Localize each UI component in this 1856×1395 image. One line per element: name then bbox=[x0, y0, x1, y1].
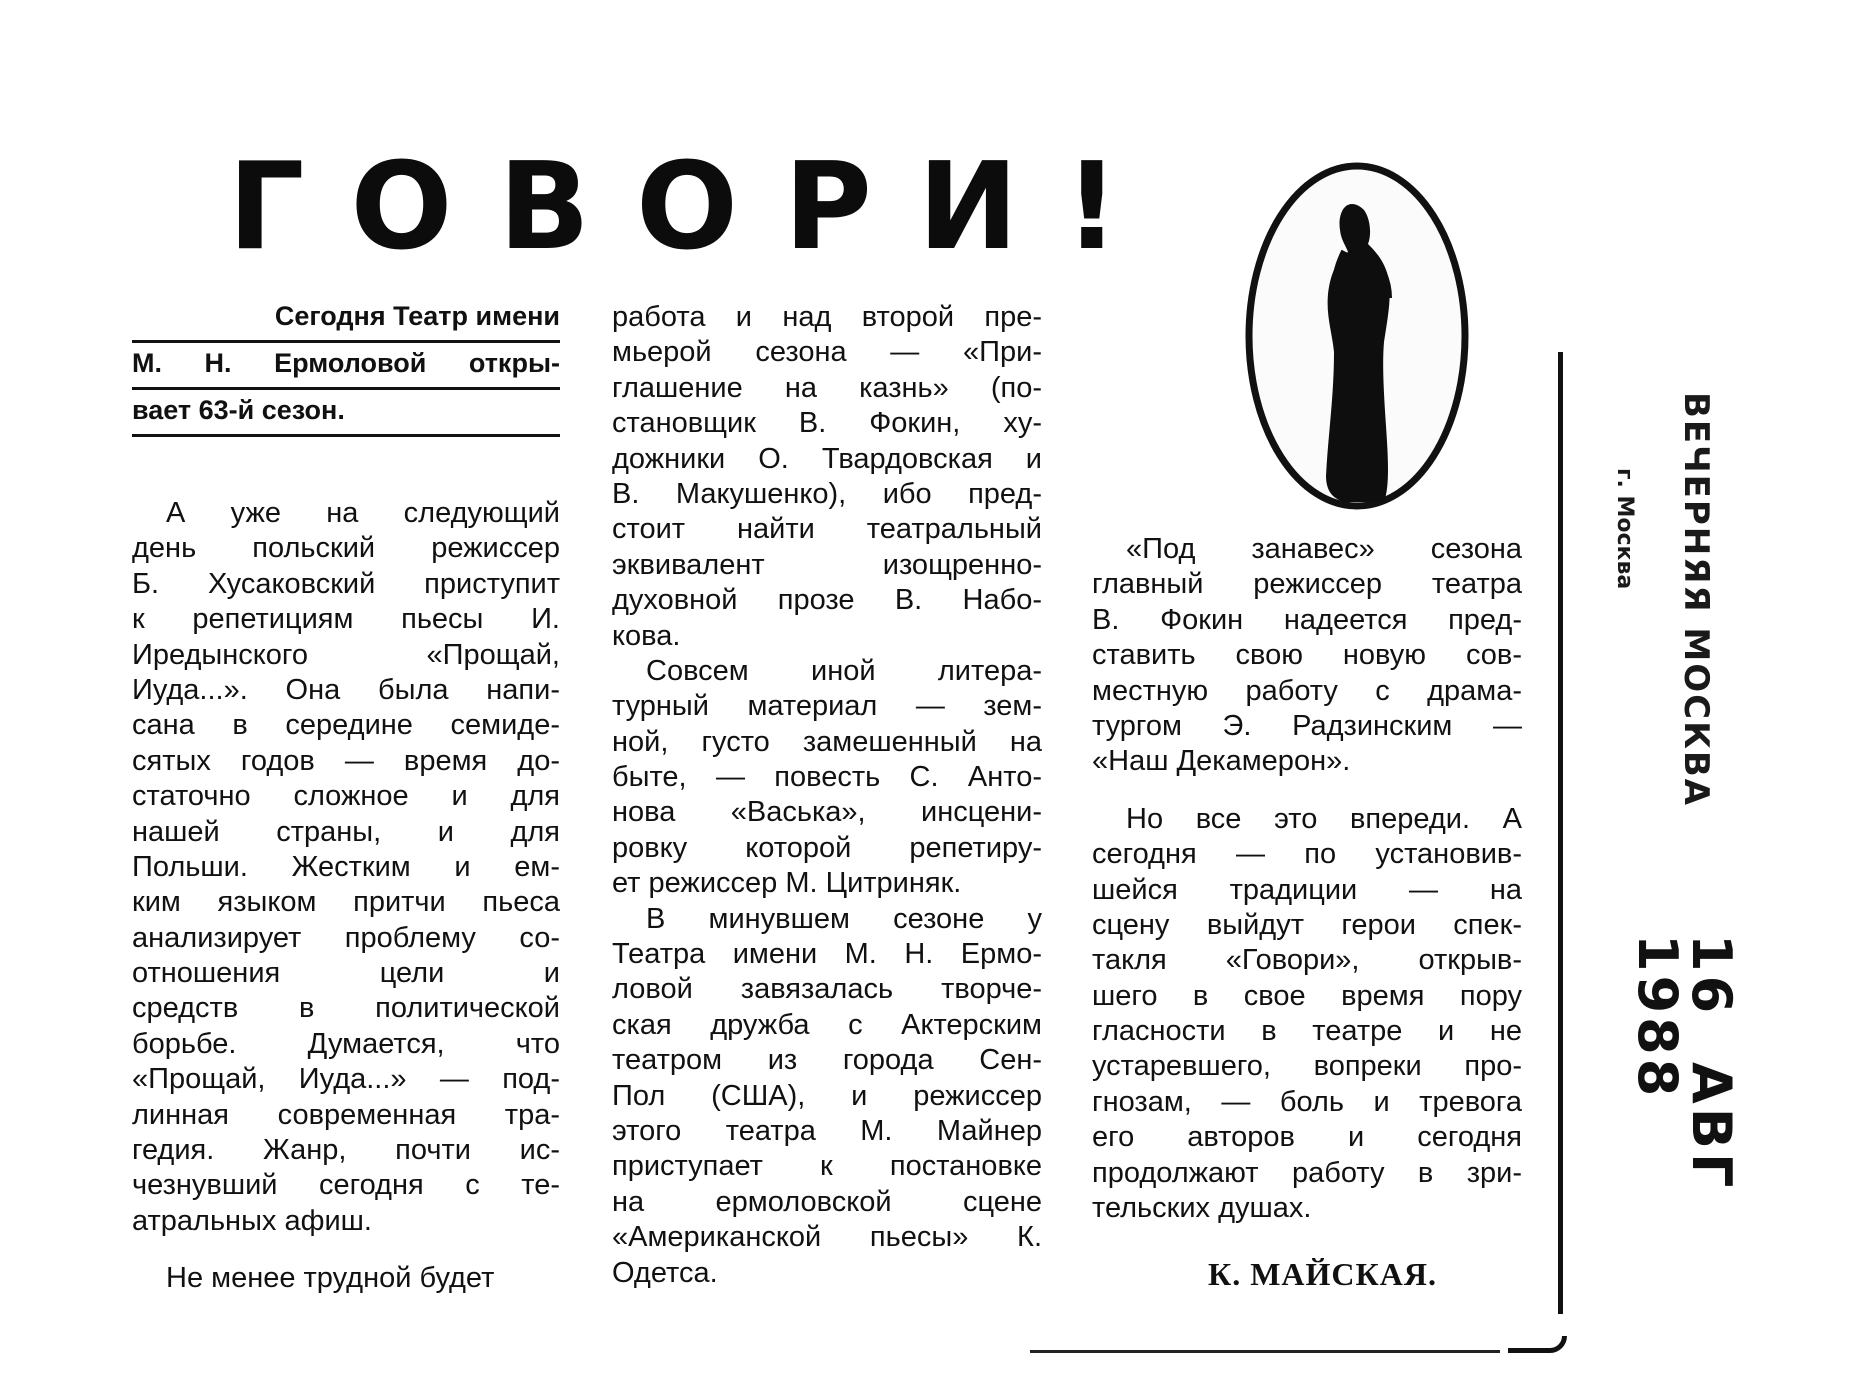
lead-line: Сегодня Театр имени bbox=[132, 296, 560, 343]
text-line: анализирует проблему со- bbox=[132, 921, 560, 954]
text-line: сегодня — по установив- bbox=[1092, 838, 1522, 871]
text-line: этого театра М. Майнер bbox=[612, 1114, 1042, 1147]
text-line: приступает к постановке bbox=[612, 1150, 1042, 1183]
text-line: тельских душах. bbox=[1092, 1192, 1312, 1225]
text-line: работа и над второй пре- bbox=[612, 301, 1042, 333]
text-line: нова «Васька», инсцени- bbox=[612, 796, 1042, 829]
text-line: ловой завязалась творче- bbox=[612, 973, 1042, 1006]
text-line: становщик В. Фокин, ху- bbox=[612, 407, 1042, 440]
text-line: «Под занавес» сезона bbox=[1126, 533, 1522, 565]
author-signature: К. МАЙСКАЯ. bbox=[1208, 1256, 1437, 1292]
text-line: борьбе. Думается, что bbox=[132, 1027, 560, 1060]
text-line: день польский режиссер bbox=[132, 532, 560, 565]
text-line: гедия. Жанр, почти ис- bbox=[132, 1134, 560, 1167]
text-line: статочно сложное и для bbox=[132, 780, 560, 813]
clipping-border-right bbox=[1558, 352, 1563, 1314]
text-line: Иуда...». Она была напи- bbox=[132, 673, 560, 706]
text-line: театром из города Сен- bbox=[612, 1044, 1042, 1077]
text-line: такля «Говори», открыв- bbox=[1092, 944, 1522, 977]
text-line: кова. bbox=[612, 619, 681, 652]
text-line: турный материал — зем- bbox=[612, 690, 1042, 723]
text-line: «Прощай, Иуда...» — под- bbox=[132, 1063, 560, 1096]
article-column-3 bbox=[1092, 532, 1522, 1226]
text-line: отношения цели и bbox=[132, 957, 560, 990]
clipping-border-bottom bbox=[1030, 1350, 1500, 1353]
stamp-month: АВГ bbox=[1680, 1061, 1743, 1192]
article-column-2 bbox=[612, 300, 1042, 1291]
text-line: «Наш Декамерон». bbox=[1092, 745, 1351, 778]
text-line: ставить свою новую сов- bbox=[1092, 639, 1522, 672]
text-line: устаревшего, вопреки про- bbox=[1092, 1050, 1522, 1083]
article-headline: ГОВОРИ! bbox=[228, 138, 1166, 277]
text-line: глашение на казнь» (по- bbox=[612, 371, 1042, 404]
text-line: «Американской пьесы» К. bbox=[612, 1221, 1042, 1254]
text-line: атральных афиш. bbox=[132, 1204, 372, 1237]
text-line: к репетициям пьесы И. bbox=[132, 603, 560, 636]
text-line: Польши. Жестким и ем- bbox=[132, 850, 560, 883]
text-line: тургом Э. Радзинским — bbox=[1092, 709, 1522, 742]
stamp-year: 1988 bbox=[1626, 934, 1689, 1101]
text-line: А уже на следующий bbox=[166, 497, 560, 529]
article-column-1 bbox=[132, 496, 560, 1297]
text-line: ким языком притчи пьеса bbox=[132, 886, 560, 919]
clipping-border-corner bbox=[1508, 1336, 1567, 1353]
text-line: ровку которой репетиру- bbox=[612, 831, 1042, 864]
text-line: сцену выйдут герои спек- bbox=[1092, 908, 1522, 941]
lead-line: вает 63-й сезон. bbox=[132, 390, 560, 437]
text-line: ет режиссер М. Цитриняк. bbox=[612, 867, 962, 900]
text-line: средств в политической bbox=[132, 992, 560, 1025]
text-line: В. Фокин надеется пред- bbox=[1092, 603, 1522, 636]
text-line: главный режиссер театра bbox=[1092, 568, 1522, 601]
text-line: гнозам, — боль и тревога bbox=[1092, 1085, 1522, 1118]
text-line: В минувшем сезоне у bbox=[646, 902, 1042, 935]
text-line: нашей страны, и для bbox=[132, 815, 560, 848]
text-line: Б. Хусаковский приступит bbox=[132, 567, 560, 600]
text-line: ной, густо замешенный на bbox=[612, 725, 1042, 758]
text-line: эквивалент изощренно- bbox=[612, 548, 1042, 581]
text-line: продолжают работу в зри- bbox=[1092, 1156, 1522, 1189]
text-line: линная современная тра- bbox=[132, 1098, 560, 1131]
text-line: на ермоловской сцене bbox=[612, 1185, 1042, 1218]
text-line: мьерой сезона — «При- bbox=[612, 336, 1042, 369]
text-line: дожники О. Твардовская и bbox=[612, 442, 1042, 475]
text-line: ская дружба с Актерским bbox=[612, 1008, 1042, 1041]
lead-line: М. Н. Ермоловой откры- bbox=[132, 343, 560, 390]
text-line: местную работу с драма- bbox=[1092, 674, 1522, 707]
portrait-photo bbox=[1242, 156, 1472, 516]
text-line: шего в свое время пору bbox=[1092, 979, 1522, 1012]
text-line: сятых годов — время до- bbox=[132, 744, 560, 777]
text-line: Одетса. bbox=[612, 1256, 718, 1289]
text-line: гласности в театре и не bbox=[1092, 1015, 1522, 1048]
text-line: В. Макушенко), ибо пред- bbox=[612, 477, 1042, 510]
text-line: быте, — повесть С. Анто- bbox=[612, 761, 1042, 794]
stamp-day: 16 bbox=[1680, 934, 1743, 1018]
text-line: сана в середине семиде- bbox=[132, 709, 560, 742]
text-line: чезнувший сегодня с те- bbox=[132, 1169, 560, 1202]
text-line: его авторов и сегодня bbox=[1092, 1121, 1522, 1154]
article-lead bbox=[132, 296, 560, 437]
stamp-date bbox=[1626, 934, 1743, 1395]
text-line: Иредынского «Прощай, bbox=[132, 638, 560, 671]
text-line: Но все это впереди. А bbox=[1126, 802, 1522, 835]
text-line: шейся традиции — на bbox=[1092, 873, 1522, 906]
stamp-newspaper-name: ВЕЧЕРНЯЯ МОСКВА bbox=[1676, 392, 1716, 808]
text-line: Пол (США), и режиссер bbox=[612, 1079, 1042, 1112]
text-line: Не менее трудной будет bbox=[166, 1262, 495, 1295]
stamp-city: г. Москва bbox=[1612, 468, 1637, 590]
text-line: Совсем иной литера- bbox=[646, 654, 1042, 687]
text-line: духовной прозе В. Набо- bbox=[612, 584, 1042, 617]
text-line: Театра имени М. Н. Ермо- bbox=[612, 938, 1042, 971]
text-line: стоит найти театральный bbox=[612, 513, 1042, 546]
